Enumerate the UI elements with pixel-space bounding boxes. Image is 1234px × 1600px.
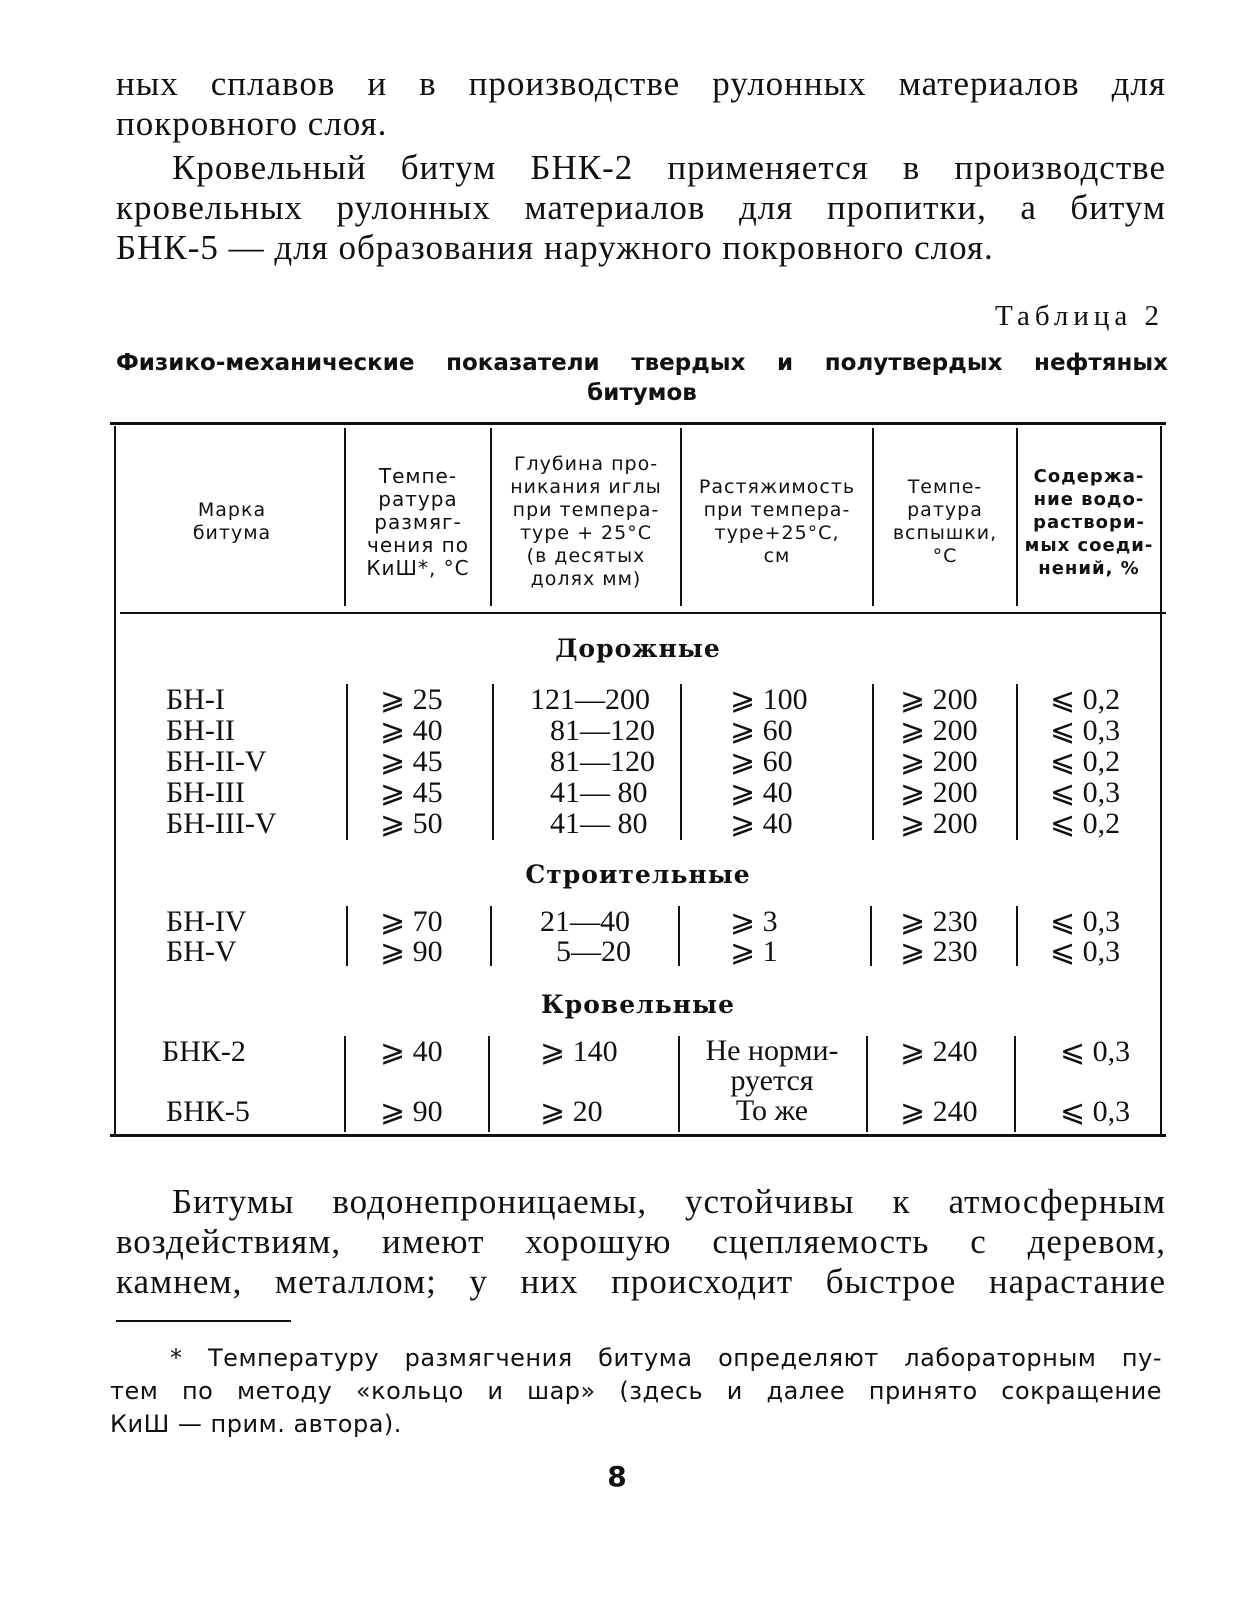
text-line: Битумы водонепроницаемы, устойчивы к атмосферным [172, 1182, 1166, 1221]
footnote-line: КиШ — прим. автора). [110, 1410, 402, 1438]
text-line: воздействиям, имеют хорошую сцепляемость с деревом, [116, 1222, 1166, 1261]
cell-softening: ⩾ 90 [380, 935, 443, 968]
col-divider [1014, 1036, 1016, 1132]
text-line: Кровельный битум БНК-2 применяется в производстве [172, 148, 1166, 187]
cell-penetration: 5—20 [556, 935, 631, 968]
group-title-building: Строительные [525, 860, 751, 889]
cell-penetration: 41— 80 [550, 807, 648, 840]
col-divider [678, 1036, 680, 1132]
cell-softening: ⩾ 90 [380, 1095, 443, 1128]
cell-softening: ⩾ 50 [380, 807, 443, 840]
footnote-line: * Температуру размягчения битума определяют лабораторным пу- [170, 1344, 1162, 1372]
col-divider [680, 684, 682, 840]
col-divider [488, 1036, 490, 1132]
footnote-line: тем по методу «кольцо и шар» (здесь и далее принято сокращение [110, 1377, 1162, 1405]
footnote-rule [116, 1320, 291, 1322]
header-soluble: Содержа- ние водо- раствори- мых соеди- нений, % [1024, 465, 1154, 579]
caption-line: Физико-механические показатели твердых и полутвердых нефтяных [116, 350, 1168, 376]
cell-penetration: 81—120 [550, 745, 655, 778]
table-right-border [1160, 426, 1162, 1134]
bottom-paragraph [116, 1182, 1166, 1302]
cell-penetration: 121—200 [530, 683, 650, 716]
cell-flash: ⩾ 200 [900, 807, 978, 840]
cell-flash: ⩾ 230 [900, 905, 978, 938]
cell-softening: ⩾ 45 [380, 776, 443, 809]
cell-soluble: ⩽ 0,3 [1060, 1035, 1131, 1068]
cell-penetration: 21—40 [540, 905, 630, 938]
cell-penetration: ⩾ 140 [540, 1035, 618, 1068]
col-divider [1016, 684, 1018, 840]
cell-soluble: ⩽ 0,3 [1050, 905, 1121, 938]
bitumen-table [110, 422, 1166, 1138]
cell-mark: БН-II-V [166, 745, 267, 778]
cell-stretch: ⩾ 1 [730, 935, 778, 968]
cell-mark: БН-V [166, 935, 237, 968]
cell-stretch: ⩾ 40 [730, 776, 793, 809]
col-divider [872, 684, 874, 840]
col-divider [346, 906, 348, 966]
cell-softening: ⩾ 45 [380, 745, 443, 778]
header-bottom-rule [120, 612, 1166, 614]
cell-stretch: То же [735, 1094, 809, 1127]
text-line: ных сплавов и в производстве рулонных материалов для [116, 64, 1166, 103]
cell-soluble: ⩽ 0,3 [1050, 776, 1121, 809]
col-divider [346, 684, 348, 840]
cell-soluble: ⩽ 0,2 [1050, 807, 1121, 840]
cell-flash: ⩾ 200 [900, 745, 978, 778]
cell-mark: БН-IV [166, 905, 247, 938]
page-number: 8 [607, 1460, 627, 1493]
cell-soluble: ⩽ 0,2 [1050, 683, 1121, 716]
cell-penetration: ⩾ 20 [540, 1095, 603, 1128]
second-paragraph [116, 148, 1166, 268]
text-line: камнем, металлом; у них происходит быстрое нарастание [116, 1262, 1166, 1301]
cell-flash: ⩾ 230 [900, 935, 978, 968]
cell-mark: БН-III [166, 776, 245, 809]
col-divider [678, 906, 680, 966]
cell-soluble: ⩽ 0,3 [1060, 1095, 1131, 1128]
cell-stretch: ⩾ 100 [730, 683, 808, 716]
cell-softening: ⩾ 25 [380, 683, 443, 716]
col-divider [866, 1036, 868, 1132]
table-left-border [114, 426, 116, 1134]
top-paragraph [116, 64, 1166, 144]
cell-softening: ⩾ 70 [380, 905, 443, 938]
cell-stretch: ⩾ 40 [730, 807, 793, 840]
cell-soluble: ⩽ 0,2 [1050, 745, 1121, 778]
cell-mark: БН-I [166, 683, 225, 716]
cell-stretch: ⩾ 60 [730, 745, 793, 778]
cell-flash: ⩾ 200 [900, 683, 978, 716]
cell-flash: ⩾ 240 [900, 1095, 978, 1128]
cell-flash: ⩾ 200 [900, 714, 978, 747]
cell-stretch: ⩾ 3 [730, 905, 778, 938]
col-divider [1016, 906, 1018, 966]
cell-flash: ⩾ 240 [900, 1035, 978, 1068]
table-bottom-rule [110, 1134, 1166, 1137]
text-line: покровного слоя. [116, 104, 388, 143]
header-penetration: Глубина про- никания иглы при темпера- туре + 25°С (в десятых долях мм) [510, 453, 662, 590]
caption-line: битумов [587, 380, 697, 406]
cell-mark: БН-III-V [166, 807, 277, 840]
col-divider [492, 684, 494, 840]
table-top-rule [110, 422, 1166, 425]
header-mark: Марка битума [192, 499, 272, 544]
footnote [110, 1342, 1162, 1441]
header-softening: Темпе- ратура размяг- чения по КиШ*, °С [366, 463, 470, 580]
cell-stretch: ⩾ 60 [730, 714, 793, 747]
col-divider [870, 906, 872, 966]
cell-stretch: Не норми- руется [705, 1034, 839, 1097]
header-stretch: Растяжимость при темпера- туре+25°С, см [698, 476, 856, 567]
header-flash: Темпе- ратура вспышки, °С [892, 476, 998, 567]
cell-soluble: ⩽ 0,3 [1050, 714, 1121, 747]
col-divider [490, 906, 492, 966]
text-line: БНК-5 — для образования наружного покровного слоя. [116, 228, 994, 267]
cell-softening: ⩾ 40 [380, 1035, 443, 1068]
table-caption [116, 348, 1168, 408]
group-title-road: Дорожные [555, 634, 721, 663]
cell-mark: БН-II [166, 714, 235, 747]
table-label: Таблица 2 [994, 300, 1164, 332]
cell-mark: БНК-5 [166, 1095, 250, 1128]
cell-soluble: ⩽ 0,3 [1050, 935, 1121, 968]
cell-mark: БНК-2 [162, 1035, 246, 1068]
group-title-roofing: Кровельные [540, 990, 736, 1019]
text-line: кровельных рулонных материалов для пропитки, а битум [116, 188, 1166, 227]
cell-flash: ⩾ 200 [900, 776, 978, 809]
col-divider [344, 1036, 346, 1132]
cell-softening: ⩾ 40 [380, 714, 443, 747]
cell-penetration: 41— 80 [550, 776, 648, 809]
cell-penetration: 81—120 [550, 714, 655, 747]
